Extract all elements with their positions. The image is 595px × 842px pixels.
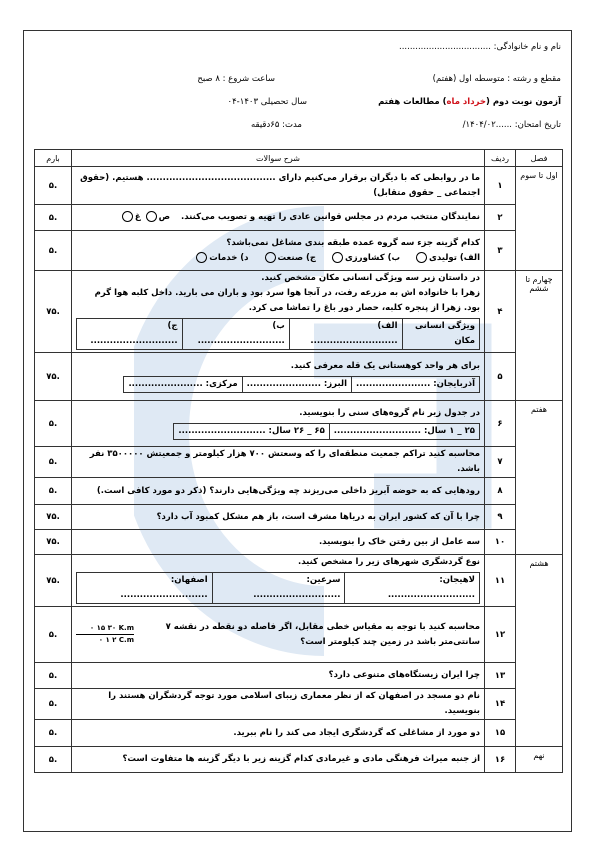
q2-true-label: ص (158, 212, 171, 222)
chapter-group-2: چهارم تا ششم (516, 271, 563, 401)
q6-score: .۵ (35, 401, 72, 447)
grade-line: مقطع و رشته : متوسطه اول (هفتم) (432, 74, 561, 84)
q10-number: ۱۰ (485, 530, 516, 555)
scale-unit-cm: C.m (118, 636, 134, 644)
start-time: ساعت شروع : ۸ صبح (197, 74, 275, 84)
scale-bottom-ticks: ۰ ۱ ۲ (98, 636, 117, 644)
q5-answer-3[interactable]: مرکزی: ....................... (124, 376, 242, 392)
q3-text: کدام گزینه جزء سه گروه عمده طبقه بندی مشاغل نمی‌باشد؟ (226, 237, 480, 248)
scale-unit-km: K.m (118, 624, 134, 632)
q9-number: ۹ (485, 505, 516, 530)
q6-cell (72, 401, 485, 447)
scale-top-ticks: ۰ ۱۵ ۳۰ (89, 624, 117, 632)
q11-number: ۱۱ (485, 555, 516, 607)
q11-score: .۷۵ (35, 555, 72, 607)
q5-answer-table (123, 376, 480, 393)
q5-cell (72, 353, 485, 401)
question-row-8 (35, 478, 563, 505)
question-row-3 (35, 231, 563, 271)
chapter-group-1: اول تا سوم (516, 167, 563, 271)
q6-answer-1[interactable]: ۲۵ _ ۱ سال: ........................... (329, 423, 479, 439)
q6-number: ۶ (485, 401, 516, 447)
q16-score: .۵ (35, 747, 72, 773)
q6-answer-2[interactable]: ۶۵ _ ۲۶ سال: ........................... (174, 423, 329, 439)
q3-cell (72, 231, 485, 271)
question-row-16 (35, 747, 563, 773)
q7-text: محاسبه کنید تراکم جمعیت منطقه‌ای را که وسعتش ۷۰۰ هزار کیلومتر و جمعیتش ۳۵۰۰۰۰۰ نفر باشد. (72, 447, 485, 478)
q4-answer-b[interactable]: ب) ........................... (182, 319, 289, 350)
q12-cell (72, 607, 485, 663)
q2-number: ۲ (485, 205, 516, 231)
q9-score: .۷۵ (35, 505, 72, 530)
question-row-11 (35, 555, 563, 607)
q4-score: .۷۵ (35, 271, 72, 353)
question-row-1 (35, 167, 563, 205)
q4-text: در داستان زیر سه ویژگی انسانی مکان مشخص کنید. (261, 273, 480, 283)
q7-score: .۵ (35, 447, 72, 478)
q9-text: چرا با آن که کشور ایران به دریاها مشرف است، باز هم مشکل کمبود آب دارد؟ (72, 505, 485, 530)
exam-title-suffix: ) مطالعات هفتم (378, 97, 447, 107)
question-row-7 (35, 447, 563, 478)
scale-bar (76, 624, 134, 645)
q4-number: ۴ (485, 271, 516, 353)
q10-text: سه عامل از بین رفتن خاک را بنویسید. (72, 530, 485, 555)
col-desc: شرح سوالات (72, 150, 485, 167)
q4-cell (72, 271, 485, 353)
q3-radio-c[interactable] (265, 252, 276, 263)
q1-number: ۱ (485, 167, 516, 205)
duration: مدت: ۶۵دقیقه (250, 120, 302, 130)
student-name-field[interactable]: نام و نام خانوادگی: .................................. (399, 42, 561, 52)
q3-option-b[interactable]: ب) کشاورزی (330, 251, 400, 266)
q15-number: ۱۵ (485, 720, 516, 747)
q6-text: در جدول زیر نام گروه‌های سنی را بنویسید. (299, 407, 480, 418)
q12-text: محاسبه کنید با توجه به مقیاس خطی مقابل، اگر فاصله دو نقطه در نقشه ۷ سانتی‌متر باشد در زمین چند کیلومتر است؟ (165, 621, 480, 647)
q4-answer-c[interactable]: ج) ........................... (77, 319, 183, 350)
q3-radio-d[interactable] (196, 252, 207, 263)
q15-text: دو مورد از مشاغلی که گردشگری ایجاد می کند را نام ببرید. (72, 720, 485, 747)
q11-answer-2[interactable]: سرعین: ........................... (212, 573, 345, 604)
exam-title (378, 97, 561, 107)
q3-radio-a[interactable] (416, 252, 427, 263)
q2-false-label: غ (134, 212, 141, 222)
col-fasl: فصل (516, 150, 563, 167)
q4-answer-a[interactable]: الف) ........................... (289, 319, 402, 350)
q5-number: ۵ (485, 353, 516, 401)
q5-text: برای هر واحد کوهستانی یک قله معرفی کنید. (290, 360, 480, 371)
q13-text: چرا ایران زیستگاه‌های متنوعی دارد؟ (72, 663, 485, 689)
q4-label: ویژگی انسانی مکان (402, 319, 479, 350)
exam-date: تاریخ امتحان: ......۱۴۰۴/۰۲/ (462, 120, 561, 130)
q11-answer-1[interactable]: لاهیجان: ........................... (345, 573, 480, 604)
col-num: ردیف (485, 150, 516, 167)
q8-number: ۸ (485, 478, 516, 505)
question-row-6 (35, 401, 563, 447)
q7-number: ۷ (485, 447, 516, 478)
question-row-4 (35, 271, 563, 353)
q3-radio-b[interactable] (332, 252, 343, 263)
chapter-group-4: هشتم (516, 555, 563, 747)
col-score: بارم (35, 150, 72, 167)
q11-answer-table (76, 572, 480, 604)
q13-score: .۵ (35, 663, 72, 689)
q13-number: ۱۳ (485, 663, 516, 689)
q4-answer-table (76, 318, 480, 350)
q10-score: .۷۵ (35, 530, 72, 555)
q5-answer-1[interactable]: آذربایجان: ....................... (352, 376, 480, 392)
questions-table (34, 149, 563, 773)
q3-score: .۵ (35, 231, 72, 271)
q14-text: نام دو مسجد در اصفهان که از نظر معماری زیبای اسلامی مورد توجه گردشگران هستند را بنویسید. (72, 689, 485, 720)
q5-score: .۷۵ (35, 353, 72, 401)
q2-true-radio[interactable] (146, 211, 157, 222)
q16-text: از جنبه میراث فرهنگی مادی و غیرمادی کدام گزینه زیر با دیگر گزینه ها متفاوت است؟ (72, 747, 485, 773)
q2-score: .۵ (35, 205, 72, 231)
q3-option-c[interactable]: ج) صنعت (263, 251, 316, 266)
q8-score: .۵ (35, 478, 72, 505)
q11-answer-3[interactable]: اصفهان: ........................... (77, 573, 213, 604)
question-row-9 (35, 505, 563, 530)
q1-text: ما در روابطی که با دیگران برقرار می‌کنیم دارای ........................................ هستیم. (حقوق اجتماعی _ حقوق متقابل) (72, 167, 485, 205)
chapter-group-3: هفتم (516, 401, 563, 555)
question-row-13 (35, 663, 563, 689)
q14-score: .۵ (35, 689, 72, 720)
q11-text: نوع گردشگری شهرهای زیر را مشخص کنید. (297, 557, 480, 567)
exam-sheet (23, 30, 572, 832)
exam-title-prefix: آزمون نوبت دوم ( (485, 97, 561, 107)
q2-cell (72, 205, 485, 231)
q3-option-a[interactable]: الف) تولیدی (414, 251, 480, 266)
q11-cell (72, 555, 485, 607)
q3-number: ۳ (485, 231, 516, 271)
q15-score: .۵ (35, 720, 72, 747)
q5-answer-2[interactable]: البرز: ....................... (242, 376, 351, 392)
question-row-10 (35, 530, 563, 555)
q6-answer-table (173, 423, 480, 440)
q14-number: ۱۴ (485, 689, 516, 720)
q2-text: نمایندگان منتخب مردم در مجلس قوانین عادی را تهیه و تصویب می‌کنند. (181, 212, 480, 222)
q12-number: ۱۲ (485, 607, 516, 663)
q3-options (76, 251, 480, 266)
q2-false-radio[interactable] (122, 211, 133, 222)
school-year: سال تحصیلی ۱۴۰۳-۰۴ (227, 97, 307, 107)
question-row-5 (35, 353, 563, 401)
q8-text: رودهایی که به حوضه آبریز داخلی می‌ریزند چه ویژگی‌هایی دارند؟ (ذکر دو مورد کافی است.) (72, 478, 485, 505)
q3-option-d[interactable]: د) خدمات (194, 251, 248, 266)
q16-number: ۱۶ (485, 747, 516, 773)
question-row-14 (35, 689, 563, 720)
question-row-15 (35, 720, 563, 747)
scale-line (76, 634, 134, 635)
question-row-12 (35, 607, 563, 663)
chapter-group-5: نهم (516, 747, 563, 773)
q4-story: زهرا با خانواده اش به مزرعه رفت، در آنجا هوا سرد بود و باران می بارید. داخل کلبه هوا گرم بود. زهرا از پنجره کلبه، حصار دور باغ را تماشا می کرد. (94, 288, 480, 313)
question-row-2 (35, 205, 563, 231)
exam-month: خرداد ماه (446, 97, 486, 107)
q12-score: .۵ (35, 607, 72, 663)
q1-score: .۵ (35, 167, 72, 205)
